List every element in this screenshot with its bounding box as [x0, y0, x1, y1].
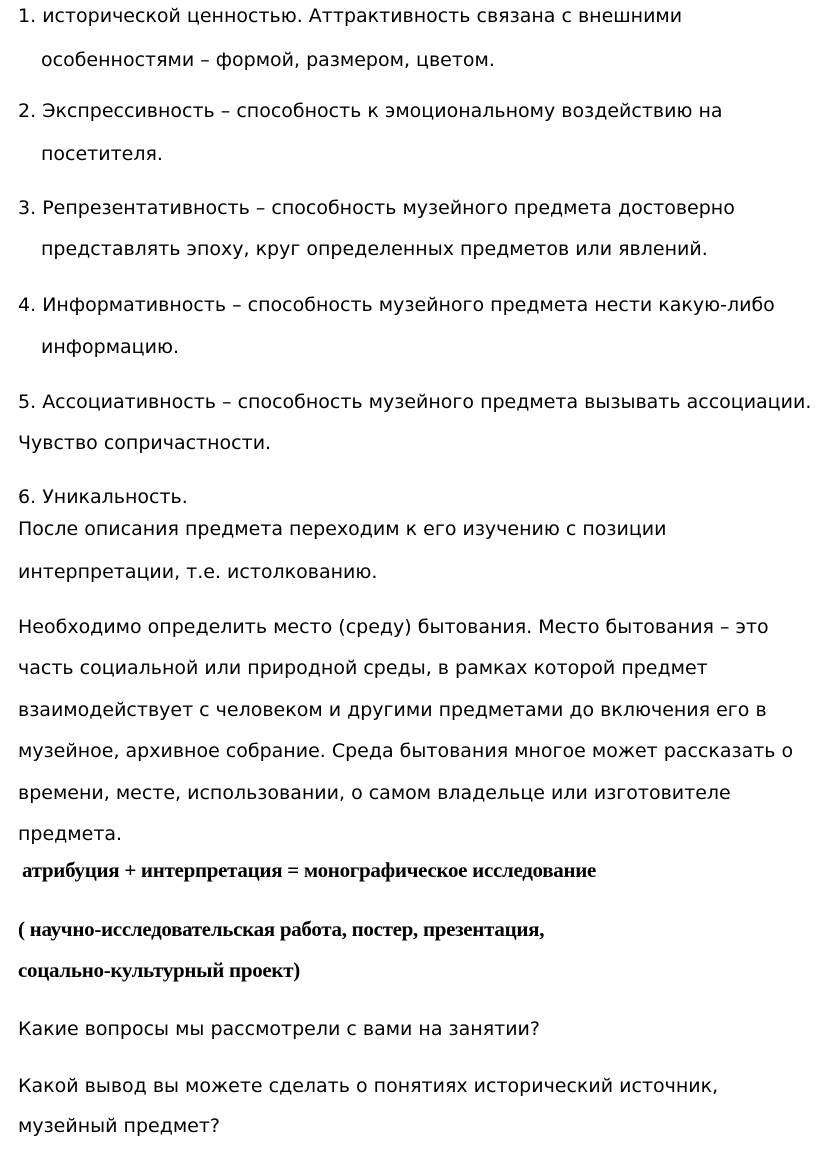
para2-line-1: Необходимо определить место (среду) бытования. Место бытования – это — [18, 616, 769, 638]
para1-line-2: интерпретации, т.е. истолкованию. — [18, 561, 378, 583]
formula-heading: атрибуция + интерпретация = монографическое исследование — [22, 858, 597, 882]
list-item-5-line-2: Чувство сопричастности. — [18, 432, 272, 454]
list-item-4-line-2: информацию. — [41, 336, 179, 358]
para1-line-1: После описания предмета переходим к его изучению с позиции — [18, 518, 667, 540]
para2-line-3: взаимодействует с человеком и другими предметами до включения его в — [18, 699, 767, 721]
para2-line-2: часть социальной или природной среды, в рамках которой предмет — [18, 657, 708, 679]
list-item-2-line-1: 2. Экспрессивность – способность к эмоциональному воздействию на — [18, 100, 723, 122]
question-2-line-2: музейный предмет? — [18, 1115, 221, 1137]
list-item-4-line-1: 4. Информативность – способность музейного предмета нести какую-либо — [18, 294, 775, 316]
para2-line-4: музейное, архивное собрание. Среда бытования многое может рассказать о — [18, 740, 794, 762]
list-item-5-line-1: 5. Ассоциативность – способность музейного предмета вызывать ассоциации. — [18, 391, 812, 413]
question-2-line-1: Какой вывод вы можете сделать о понятиях исторический источник, — [18, 1075, 719, 1097]
para2-line-6: предмета. — [18, 823, 123, 845]
para2-line-5: времени, месте, использовании, о самом владельце или изготовителе — [18, 782, 731, 804]
formula-note-line-1: ( научно-исследовательская работа, постер, презентация, — [18, 917, 545, 941]
list-item-1-line-2: особенностями – формой, размером, цветом. — [41, 49, 495, 71]
list-item-2-line-2: посетителя. — [41, 143, 163, 165]
list-item-3-line-2: представлять эпоху, круг определенных предметов или явлений. — [41, 238, 708, 260]
list-item-6: 6. Уникальность. — [18, 486, 188, 508]
question-1: Какие вопросы мы рассмотрели с вами на занятии? — [18, 1018, 540, 1040]
list-item-1-line-1: 1. исторической ценностью. Аттрактивность связана с внешними — [18, 5, 683, 27]
list-item-3-line-1: 3. Репрезентативность – способность музейного предмета достоверно — [18, 197, 735, 219]
formula-note-line-2: соцально-культурный проект) — [18, 958, 300, 982]
